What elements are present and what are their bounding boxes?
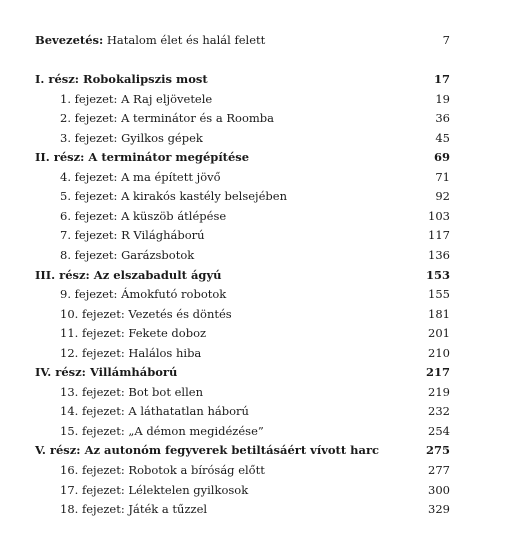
toc-entry-title [60, 90, 212, 108]
toc-entry-text: Hatalom élet és halál felett [106, 33, 266, 47]
toc-entry-title [60, 207, 226, 225]
toc-entry-label: V. rész: [35, 443, 81, 458]
toc-entry-page: 217 [425, 365, 450, 380]
toc-entry-label: 15. fejezet: [60, 423, 125, 438]
toc-entry-title [60, 168, 221, 186]
toc-entry-page: 155 [428, 287, 450, 302]
toc-entry-title [60, 285, 226, 303]
toc-chapter-entry [60, 422, 450, 440]
toc-entry-label: 7. fejezet: [60, 228, 118, 243]
toc-entry-page: 300 [428, 482, 450, 497]
toc-entry-label: Bevezetés: [35, 33, 104, 47]
toc-entry-text: Garázsbotok [121, 247, 195, 262]
toc-entry-label: 5. fejezet: [60, 189, 118, 204]
toc-entry-text: Gyilkos gépek [121, 130, 203, 145]
toc-intro-entry [35, 31, 450, 49]
toc-entry-label: I. rész: [35, 72, 80, 86]
toc-entry-label: II. rész: [35, 150, 85, 165]
toc-chapter-entry [60, 481, 450, 499]
toc-entry-label: 6. fejezet: [60, 208, 118, 223]
toc-chapter-entry [60, 246, 450, 264]
toc-entry-label: 1. fejezet: [60, 91, 118, 106]
toc-entry-page: 219 [428, 384, 450, 399]
toc-entry-page: 69 [433, 150, 450, 165]
toc-entry-title [60, 305, 232, 323]
toc-entry-text: A láthatatlan háború [128, 404, 249, 419]
toc-entry-label: 13. fejezet: [60, 384, 125, 399]
toc-entry-label: 8. fejezet: [60, 247, 118, 262]
toc-entry-page: 117 [428, 228, 450, 243]
toc-part-entry [35, 266, 450, 284]
toc-part-entry [35, 148, 450, 166]
toc-entry-label: 16. fejezet: [60, 463, 125, 477]
toc-chapter-entry [60, 90, 450, 108]
toc-entry-text: Robokalipszis most [83, 72, 208, 86]
toc-entry-title [60, 324, 206, 342]
toc-entry-text: A terminátor megépítése [88, 150, 250, 165]
toc-entry-page: 7 [442, 33, 450, 47]
toc-chapter-entry [60, 383, 450, 401]
toc-entry-text: Lélektelen gyilkosok [128, 482, 249, 497]
toc-entry-title [60, 422, 264, 440]
toc-entry-page: 181 [428, 306, 450, 321]
toc-entry-title [60, 129, 203, 147]
toc-entry-page: 45 [435, 130, 450, 145]
toc-entry-title [35, 148, 249, 166]
toc-entry-page: 210 [428, 345, 450, 360]
toc-entry-label: 18. fejezet: [60, 502, 125, 517]
toc-chapter-entry [60, 207, 450, 225]
toc-entry-title [60, 500, 207, 518]
toc-entry-text: Bot bot ellen [128, 384, 203, 399]
toc-chapter-entry [60, 344, 450, 362]
toc-entry-label: IV. rész: [35, 365, 86, 380]
toc-part-entry [35, 441, 450, 459]
toc-entry-title [60, 481, 248, 499]
toc-entry-page: 71 [435, 169, 450, 184]
toc-entry-title [60, 344, 201, 362]
toc-entry-text: Ámokfutó robotok [121, 287, 227, 302]
toc-entry-text: „A démon megidézése” [128, 423, 264, 438]
toc-entry-text: Halálos hiba [128, 345, 202, 360]
toc-entry-text: A terminátor és a Roomba [121, 111, 275, 126]
toc-entry-label: 11. fejezet: [60, 326, 125, 341]
toc-entry-text: Vezetés és döntés [128, 306, 232, 321]
toc-chapter-entry [60, 285, 450, 303]
toc-entry-page: 17 [433, 72, 450, 86]
toc-entry-text: Robotok a bíróság előtt [128, 463, 265, 477]
toc-chapter-entry [60, 305, 450, 323]
toc-entry-page: 277 [428, 463, 450, 477]
toc-entry-title [35, 363, 177, 381]
toc-chapter-entry [60, 187, 450, 205]
toc-entry-text: Játék a tűzzel [128, 502, 208, 517]
toc-entry-page: 19 [435, 91, 450, 106]
toc-entry-title [60, 246, 194, 264]
toc-part-entry [35, 363, 450, 381]
toc-chapter-entry [60, 129, 450, 147]
toc-entry-title [60, 402, 249, 420]
toc-entry-title [60, 383, 203, 401]
toc-chapter-entry [60, 109, 450, 127]
toc-entry-page: 329 [428, 502, 450, 517]
toc-chapter-entry [60, 402, 450, 420]
toc-entry-title [60, 226, 205, 244]
toc-entry-text: Fekete doboz [128, 326, 207, 341]
toc-entry-text: Villámháború [89, 365, 178, 380]
toc-entry-text: Az autonóm fegyverek betiltásáért vívott harc [84, 443, 380, 458]
toc-entry-title [35, 441, 379, 459]
toc-chapter-entry [60, 168, 450, 186]
toc-entry-label: 4. fejezet: [60, 169, 118, 184]
toc-entry-label: 12. fejezet: [60, 345, 125, 360]
toc-entry-text: A ma épített jövő [121, 169, 221, 184]
toc-entry-title [60, 187, 287, 205]
toc-chapter-entry [60, 226, 450, 244]
toc-entry-title [35, 70, 208, 88]
toc-entry-page: 136 [428, 247, 450, 262]
toc-entry-page: 92 [435, 189, 450, 204]
toc-entry-text: A küszöb átlépése [121, 208, 227, 223]
toc-entry-label: 14. fejezet: [60, 404, 125, 419]
toc-entry-page: 103 [428, 208, 450, 223]
toc-entry-text: A Raj eljövetele [121, 91, 213, 106]
toc-entry-text: Az elszabadult ágyú [93, 267, 222, 282]
toc-entry-page: 275 [425, 443, 450, 458]
toc-entry-text: R Világháború [121, 228, 205, 243]
toc-entry-label: 10. fejezet: [60, 306, 125, 321]
toc-entry-title [60, 461, 265, 479]
toc-entry-page: 232 [428, 404, 450, 419]
toc-entry-title [35, 266, 222, 284]
toc-chapter-entry [60, 324, 450, 342]
toc-entry-page: 153 [425, 267, 450, 282]
toc-entry-page: 254 [428, 423, 450, 438]
toc-entry-label: 17. fejezet: [60, 482, 125, 497]
toc-chapter-entry [60, 500, 450, 518]
toc-entry-title [35, 31, 265, 49]
toc-part-entry [35, 70, 450, 88]
toc-entry-label: III. rész: [35, 267, 90, 282]
toc-entry-label: 3. fejezet: [60, 130, 118, 145]
toc-entry-label: 2. fejezet: [60, 111, 118, 126]
toc-entry-page: 201 [428, 326, 450, 341]
toc-chapter-entry [60, 461, 450, 479]
toc-entry-title [60, 109, 274, 127]
toc-entry-page: 36 [435, 111, 450, 126]
toc-entry-text: A kirakós kastély belsejében [121, 189, 287, 204]
toc-entry-label: 9. fejezet: [60, 287, 118, 302]
